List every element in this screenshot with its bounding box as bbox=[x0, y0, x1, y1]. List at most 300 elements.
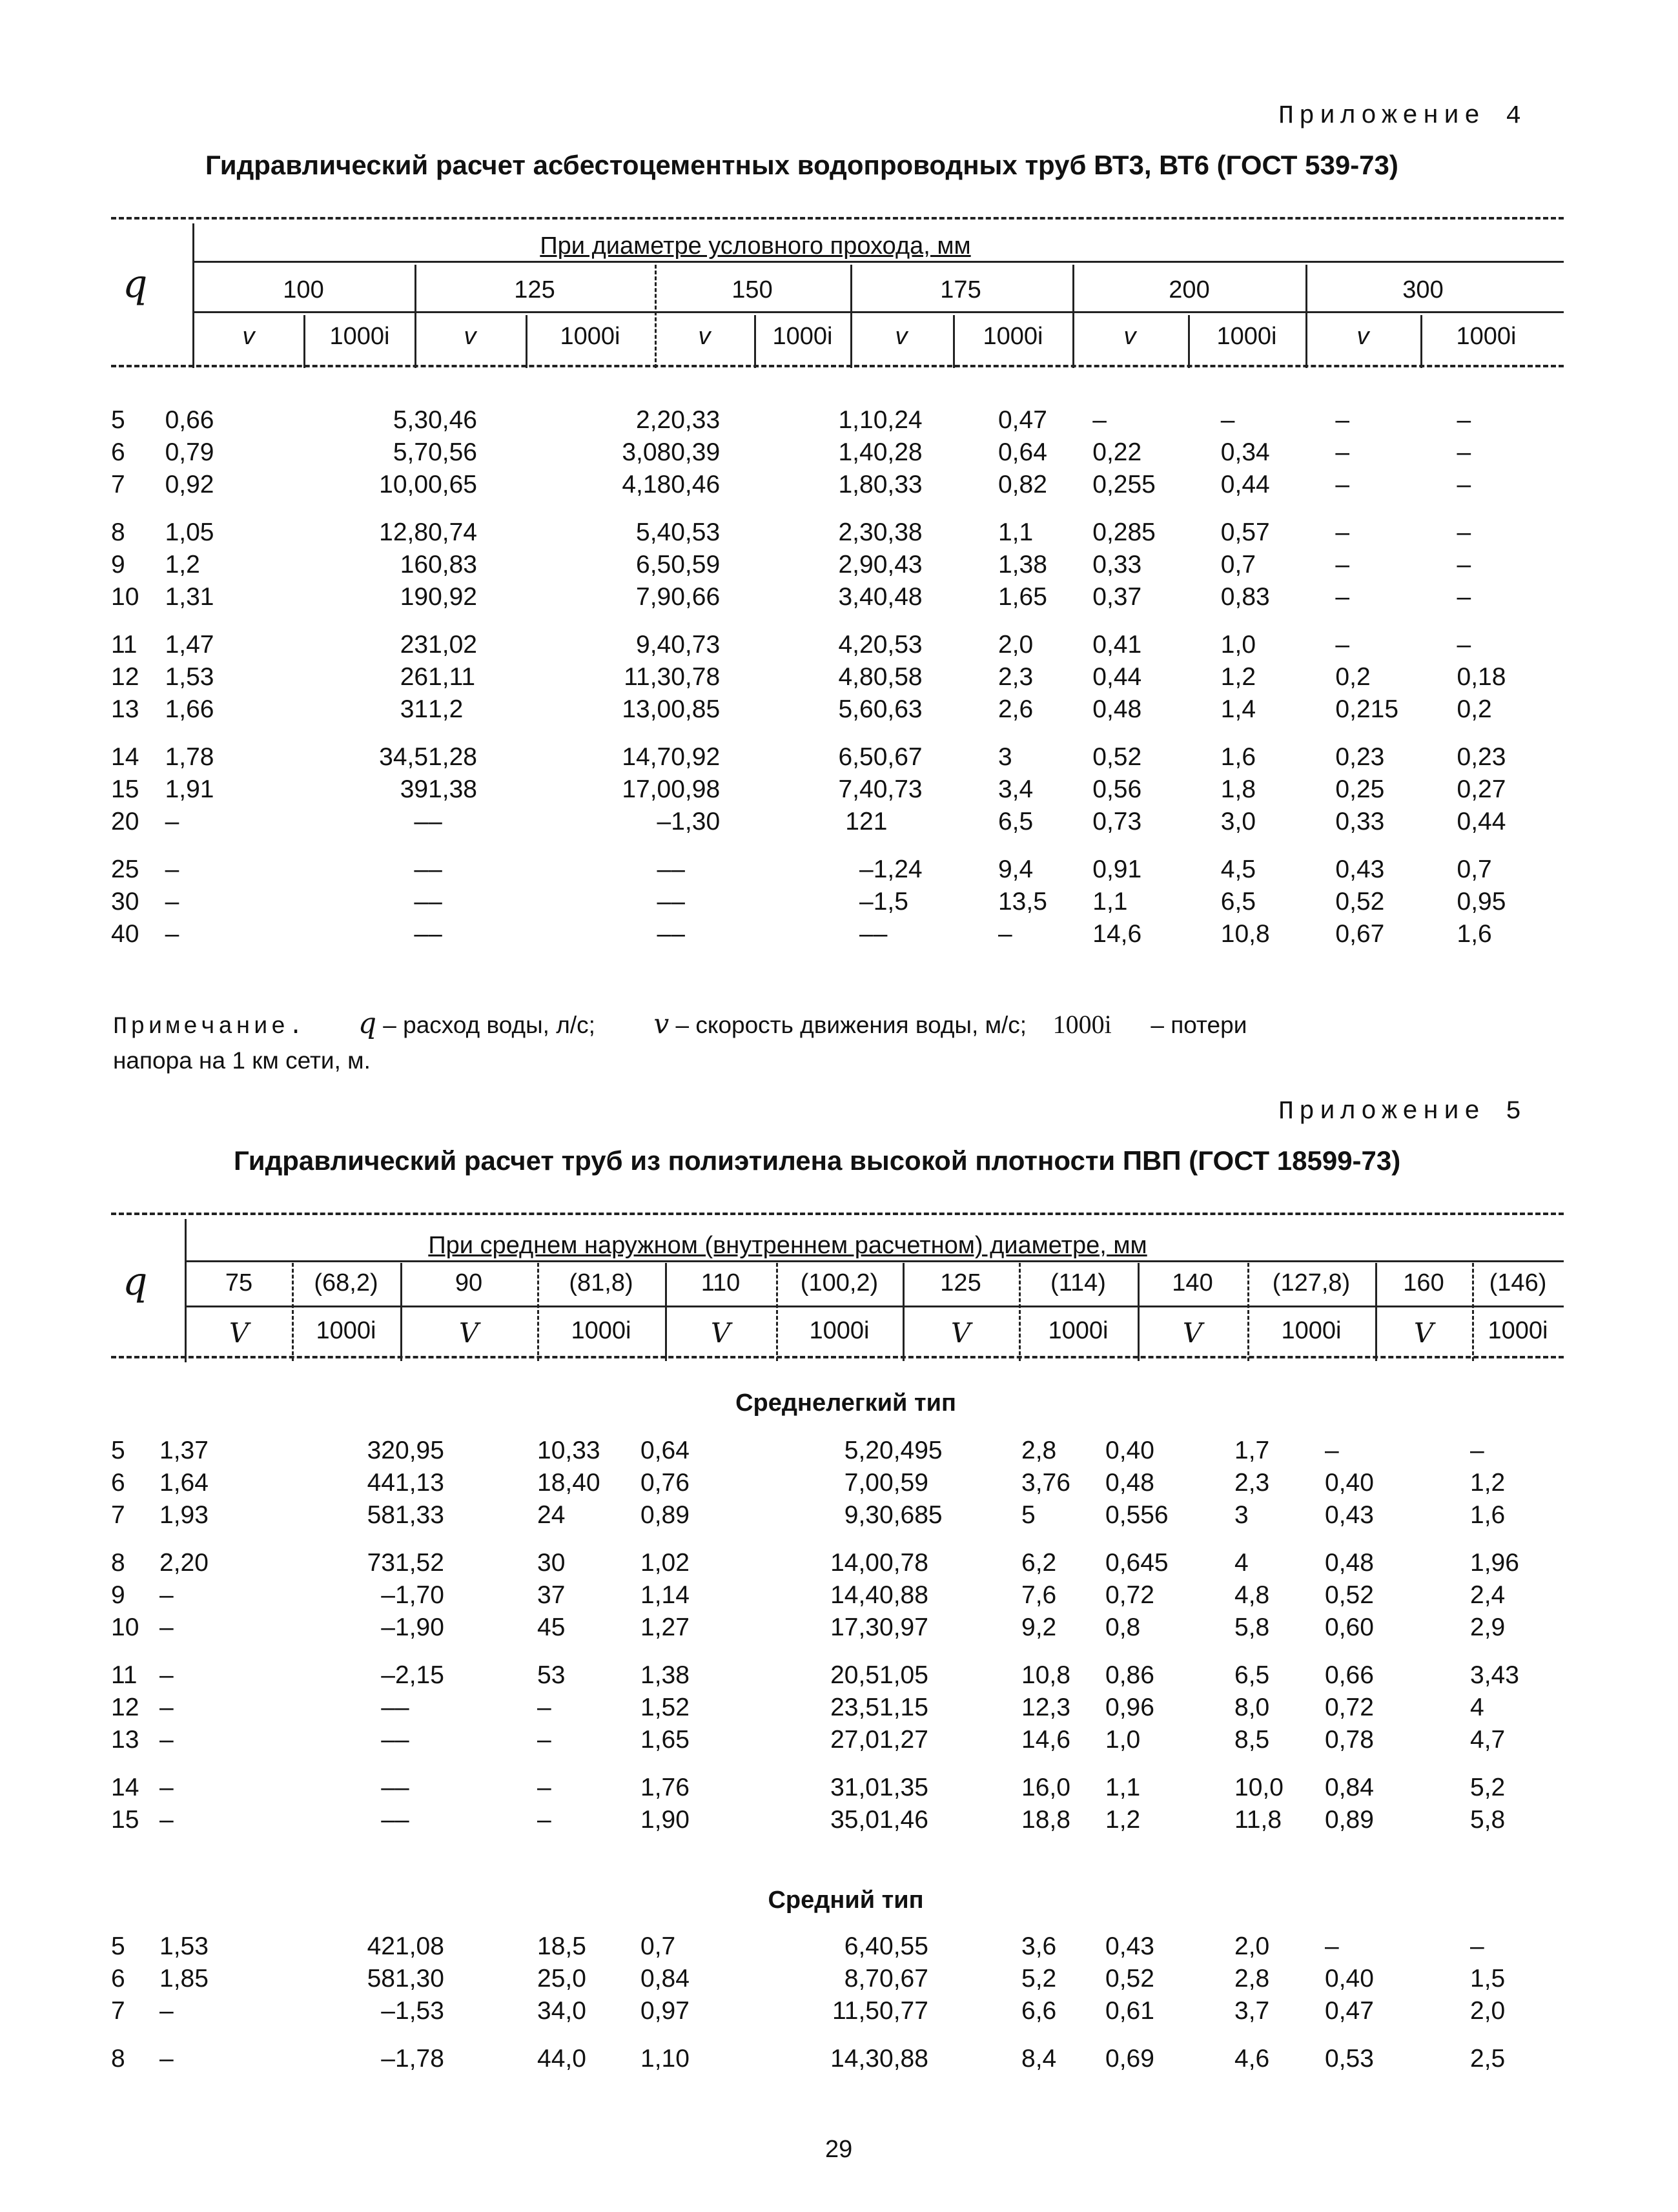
appendix-4-label: Приложение 4 bbox=[1278, 102, 1526, 131]
headloss-cell: 1,2 bbox=[1470, 1469, 1506, 1497]
headloss-cell: – bbox=[414, 888, 429, 916]
table-row bbox=[111, 1930, 1564, 1963]
velocity-cell: 1,27 bbox=[640, 1613, 690, 1641]
headloss-subheader: 1000i bbox=[1488, 1317, 1548, 1344]
subcolumn-divider bbox=[1019, 1263, 1021, 1361]
table-row bbox=[111, 1435, 1564, 1467]
diameter-header: 200 bbox=[1169, 276, 1210, 303]
flow-rate-cell: 7 bbox=[111, 1997, 125, 2025]
velocity-cell: 1,28 bbox=[428, 743, 477, 771]
velocity-cell: – bbox=[428, 808, 442, 835]
headloss-cell: 14,7 bbox=[622, 743, 671, 771]
flow-rate-cell: 5 bbox=[111, 1437, 125, 1464]
headloss-cell: 0,27 bbox=[1457, 775, 1506, 803]
velocity-cell: 1,38 bbox=[428, 775, 477, 803]
headloss-cell: 45 bbox=[537, 1613, 566, 1641]
flow-rate-cell: 6 bbox=[111, 1469, 125, 1497]
headloss-cell: 5,8 bbox=[1470, 1806, 1506, 1834]
velocity-cell: 0,96 bbox=[1105, 1694, 1154, 1721]
row-group-gap bbox=[111, 501, 1538, 517]
velocity-cell: 1,1 bbox=[1105, 1774, 1141, 1801]
diameter-header: (100,2) bbox=[800, 1269, 879, 1296]
velocity-cell: 0,78 bbox=[1325, 1726, 1374, 1754]
velocity-cell: 0,47 bbox=[1325, 1997, 1374, 2025]
q-header: q bbox=[123, 1259, 148, 1304]
note-i-symbol: 1000i bbox=[1052, 1010, 1112, 1039]
headloss-cell: 5 bbox=[1021, 1501, 1036, 1529]
table-row bbox=[111, 1724, 1564, 1756]
row-group-gap-cell bbox=[111, 1756, 1564, 1772]
velocity-cell: – bbox=[395, 1774, 409, 1801]
diameter-header: 300 bbox=[1402, 276, 1444, 303]
velocity-cell: 1,53 bbox=[159, 1932, 209, 1960]
headloss-cell: 8,5 bbox=[1234, 1726, 1270, 1754]
headloss-cell: – bbox=[1457, 518, 1471, 546]
headloss-cell: – bbox=[1470, 1932, 1484, 1960]
velocity-cell: 0,67 bbox=[1335, 920, 1385, 948]
velocity-cell: 1,0 bbox=[1105, 1726, 1141, 1754]
headloss-subheader: 1000i bbox=[809, 1317, 870, 1344]
diameter-group-header: При диаметре условного прохода, мм bbox=[540, 232, 971, 260]
velocity-subheader: V bbox=[1182, 1317, 1203, 1349]
headloss-cell: – bbox=[998, 920, 1012, 948]
headloss-cell: 5,3 bbox=[393, 406, 429, 434]
flow-rate-cell: 5 bbox=[111, 1932, 125, 1960]
table-row bbox=[111, 918, 1538, 950]
note-line-2: напора на 1 км сети, м. bbox=[113, 1047, 371, 1074]
group-divider bbox=[665, 1263, 667, 1361]
velocity-cell: – bbox=[159, 1997, 174, 2025]
velocity-cell: – bbox=[1325, 1437, 1339, 1464]
headloss-cell: 1,1 bbox=[838, 406, 874, 434]
headloss-cell: 11,8 bbox=[1234, 1806, 1282, 1834]
row-group-gap-cell bbox=[111, 501, 1538, 517]
subcolumn-divider bbox=[537, 1263, 539, 1361]
headloss-cell: – bbox=[1457, 631, 1471, 659]
velocity-cell: – bbox=[165, 920, 179, 948]
diameter-header-rule bbox=[192, 311, 1564, 313]
velocity-cell: 1,30 bbox=[671, 808, 721, 835]
table-top-rule bbox=[111, 1213, 1564, 1215]
headloss-cell: 4,5 bbox=[1220, 855, 1256, 883]
velocity-cell: 0,7 bbox=[640, 1932, 676, 1960]
velocity-cell: 0,645 bbox=[1105, 1549, 1169, 1577]
velocity-cell: 1,85 bbox=[159, 1965, 209, 1992]
headloss-cell: 23,5 bbox=[830, 1694, 879, 1721]
headloss-cell: – bbox=[381, 1581, 395, 1609]
headloss-cell: 34,0 bbox=[537, 1997, 586, 2025]
headloss-cell: 0,64 bbox=[998, 438, 1047, 466]
table-row bbox=[111, 1692, 1564, 1724]
velocity-cell: 0,84 bbox=[1325, 1774, 1374, 1801]
headloss-cell: 17,3 bbox=[830, 1613, 879, 1641]
headloss-cell: 1,38 bbox=[998, 551, 1047, 579]
headloss-cell: 0,18 bbox=[1457, 663, 1506, 691]
velocity-cell: 0,86 bbox=[1105, 1661, 1154, 1689]
flow-rate-cell: 8 bbox=[111, 518, 125, 546]
table-header-bottom-rule bbox=[111, 1356, 1564, 1358]
table-row bbox=[111, 517, 1538, 549]
headloss-cell: 20,5 bbox=[830, 1661, 879, 1689]
velocity-cell: 1,52 bbox=[640, 1694, 690, 1721]
diameter-header: (127,8) bbox=[1272, 1269, 1351, 1296]
headloss-cell: 3 bbox=[1234, 1501, 1249, 1529]
velocity-subheader: v bbox=[698, 323, 711, 350]
velocity-cell: 0,495 bbox=[879, 1437, 943, 1464]
headloss-cell: 4,8 bbox=[1234, 1581, 1270, 1609]
note-q-text: – расход воды, л/с; bbox=[383, 1012, 595, 1038]
row-group-gap bbox=[111, 2027, 1564, 2043]
velocity-cell: 0,40 bbox=[1325, 1965, 1374, 1992]
velocity-cell: 0,67 bbox=[879, 1965, 928, 1992]
table-row bbox=[111, 693, 1538, 726]
headloss-cell: 10,0 bbox=[379, 471, 429, 498]
headloss-cell: – bbox=[1457, 583, 1471, 611]
headloss-cell: 1,2 bbox=[1220, 663, 1256, 691]
flow-rate-cell: 6 bbox=[111, 438, 125, 466]
velocity-cell: 0,37 bbox=[1092, 583, 1142, 611]
row-group-gap bbox=[111, 838, 1538, 854]
q-header: q bbox=[123, 261, 148, 307]
velocity-cell: 1,78 bbox=[395, 2045, 444, 2073]
velocity-cell: 1,38 bbox=[640, 1661, 690, 1689]
velocity-cell: 1,37 bbox=[159, 1437, 209, 1464]
headloss-cell: – bbox=[657, 855, 671, 883]
headloss-cell: 4,18 bbox=[622, 471, 671, 498]
velocity-cell: – bbox=[165, 855, 179, 883]
velocity-cell: – bbox=[671, 855, 685, 883]
group-divider bbox=[850, 265, 852, 368]
headloss-cell: 0,7 bbox=[1457, 855, 1492, 883]
headloss-cell: 6,4 bbox=[844, 1932, 879, 1960]
velocity-cell: 1,64 bbox=[159, 1469, 209, 1497]
headloss-cell: 7,6 bbox=[1021, 1581, 1057, 1609]
velocity-cell: 1,91 bbox=[165, 775, 214, 803]
subcolumn-divider bbox=[776, 1263, 778, 1361]
group-divider bbox=[1072, 265, 1074, 368]
velocity-cell: 0,53 bbox=[873, 631, 923, 659]
appendix-4-title: Гидравлический расчет асбестоцементных водопроводных труб ВТ3, ВТ6 (ГОСТ 539-73) bbox=[205, 150, 1398, 180]
headloss-cell: 0,82 bbox=[998, 471, 1047, 498]
headloss-cell: – bbox=[414, 855, 429, 883]
table-row bbox=[111, 436, 1538, 469]
headloss-cell: 34,5 bbox=[379, 743, 429, 771]
headloss-cell: 5,2 bbox=[844, 1437, 879, 1464]
velocity-cell: 1,53 bbox=[165, 663, 214, 691]
table-row bbox=[111, 1659, 1564, 1692]
velocity-cell: 0,59 bbox=[671, 551, 721, 579]
flow-rate-cell: 10 bbox=[111, 583, 139, 611]
flow-rate-cell: 6 bbox=[111, 1965, 125, 1992]
headloss-cell: 11,5 bbox=[832, 1997, 879, 2025]
diameter-group-header: При среднем наружном (внутреннем расчетном) диаметре, мм bbox=[428, 1232, 1147, 1259]
velocity-cell: – bbox=[428, 920, 442, 948]
headloss-cell: – bbox=[381, 1613, 395, 1641]
headloss-cell: – bbox=[1470, 1437, 1484, 1464]
group-divider bbox=[655, 265, 657, 368]
headloss-subheader: 1000i bbox=[1216, 323, 1277, 350]
velocity-cell: 0,556 bbox=[1105, 1501, 1169, 1529]
headloss-cell: 13,0 bbox=[622, 695, 671, 723]
diameter-header: 125 bbox=[940, 1269, 981, 1296]
velocity-cell: 0,77 bbox=[879, 1997, 928, 2025]
headloss-cell: 4,8 bbox=[838, 663, 874, 691]
table-row bbox=[111, 1547, 1564, 1579]
diameter-header: 125 bbox=[514, 276, 555, 303]
velocity-cell: 1,46 bbox=[879, 1806, 928, 1834]
headloss-cell: 6,6 bbox=[1021, 1997, 1057, 2025]
velocity-cell: 1,66 bbox=[165, 695, 214, 723]
velocity-cell: 1 bbox=[873, 808, 888, 835]
velocity-cell: 1,2 bbox=[165, 551, 200, 579]
headloss-cell: – bbox=[859, 920, 874, 948]
headloss-cell: – bbox=[657, 888, 671, 916]
diameter-header: 175 bbox=[940, 276, 981, 303]
table-row bbox=[111, 629, 1538, 661]
velocity-cell: 0,83 bbox=[428, 551, 477, 579]
velocity-cell: 0,8 bbox=[1105, 1613, 1141, 1641]
table-row bbox=[111, 1612, 1564, 1644]
velocity-cell: 0,72 bbox=[1325, 1694, 1374, 1721]
velocity-cell: 0,66 bbox=[1325, 1661, 1374, 1689]
velocity-cell: 0,40 bbox=[1105, 1437, 1154, 1464]
velocity-cell: 1,02 bbox=[640, 1549, 690, 1577]
flow-rate-cell: 11 bbox=[111, 1661, 138, 1689]
headloss-cell: 6,5 bbox=[1220, 888, 1256, 916]
velocity-subheader: V bbox=[950, 1317, 971, 1349]
headloss-cell: – bbox=[537, 1774, 551, 1801]
table-row bbox=[111, 1804, 1564, 1836]
table-row bbox=[111, 469, 1538, 501]
velocity-cell: 0,92 bbox=[428, 583, 477, 611]
headloss-cell: 58 bbox=[367, 1501, 395, 1529]
row-group-gap-cell bbox=[111, 726, 1538, 741]
velocity-cell: 0,39 bbox=[671, 438, 721, 466]
velocity-cell: 0,48 bbox=[1325, 1549, 1374, 1577]
velocity-cell: 0,89 bbox=[1325, 1806, 1374, 1834]
flow-rate-cell: 40 bbox=[111, 920, 139, 948]
velocity-cell: 0,43 bbox=[1105, 1932, 1154, 1960]
velocity-cell: 0,67 bbox=[873, 743, 923, 771]
headloss-cell: – bbox=[1457, 551, 1471, 579]
headloss-cell: 9,2 bbox=[1021, 1613, 1057, 1641]
flow-rate-cell: 14 bbox=[111, 743, 139, 771]
headloss-cell: 2,8 bbox=[1021, 1437, 1057, 1464]
velocity-cell: 0,23 bbox=[1335, 743, 1385, 771]
headloss-cell: 2,9 bbox=[838, 551, 874, 579]
note-v-symbol: v bbox=[653, 1008, 670, 1039]
headloss-cell: 1,4 bbox=[838, 438, 874, 466]
headloss-cell: 3,0 bbox=[1220, 808, 1256, 835]
velocity-cell: 0,84 bbox=[640, 1965, 690, 1992]
headloss-subheader: 1000i bbox=[571, 1317, 631, 1344]
headloss-cell: – bbox=[1457, 471, 1471, 498]
headloss-cell: 9,4 bbox=[636, 631, 671, 659]
velocity-cell: 0,43 bbox=[873, 551, 923, 579]
velocity-cell: – bbox=[165, 808, 179, 835]
velocity-cell: 1,5 bbox=[873, 888, 908, 916]
flow-rate-cell: 12 bbox=[111, 663, 139, 691]
flow-rate-cell: 9 bbox=[111, 1581, 125, 1609]
velocity-cell: 1,10 bbox=[640, 2045, 690, 2073]
velocity-cell: 0,88 bbox=[879, 1581, 928, 1609]
velocity-cell: 1,52 bbox=[395, 1549, 444, 1577]
headloss-cell: – bbox=[859, 888, 874, 916]
velocity-cell: – bbox=[395, 1726, 409, 1754]
headloss-cell: 6,5 bbox=[1234, 1661, 1270, 1689]
subcolumn-divider bbox=[292, 1263, 294, 1361]
headloss-subheader: 1000i bbox=[1456, 323, 1517, 350]
velocity-cell: 0,255 bbox=[1092, 471, 1156, 498]
velocity-cell: 0,69 bbox=[1105, 2045, 1154, 2073]
group-divider bbox=[1305, 265, 1307, 368]
flow-rate-cell: 13 bbox=[111, 1726, 139, 1754]
velocity-cell: 1,65 bbox=[640, 1726, 690, 1754]
headloss-cell: 4,6 bbox=[1234, 2045, 1270, 2073]
velocity-cell: – bbox=[159, 1661, 174, 1689]
appendix-4-note bbox=[113, 1007, 1559, 1078]
velocity-cell: – bbox=[1335, 631, 1350, 659]
velocity-cell: 1,30 bbox=[395, 1965, 444, 1992]
velocity-cell: 0,43 bbox=[1335, 855, 1385, 883]
note-prefix: Примечание. bbox=[113, 1014, 307, 1041]
subcolumn-divider bbox=[1472, 1263, 1474, 1361]
headloss-cell: 5,6 bbox=[838, 695, 874, 723]
headloss-cell: 39 bbox=[400, 775, 429, 803]
velocity-cell: – bbox=[159, 1806, 174, 1834]
headloss-cell: 0,57 bbox=[1220, 518, 1270, 546]
headloss-cell: 2,8 bbox=[1234, 1965, 1270, 1992]
row-group-gap-cell bbox=[111, 1531, 1564, 1547]
headloss-cell: 3 bbox=[998, 743, 1012, 771]
headloss-cell: 3,7 bbox=[1234, 1997, 1270, 2025]
headloss-cell: 42 bbox=[367, 1932, 395, 1960]
headloss-cell: 10,0 bbox=[1234, 1774, 1284, 1801]
velocity-cell: 0,58 bbox=[873, 663, 923, 691]
velocity-cell: 0,48 bbox=[1092, 695, 1142, 723]
headloss-cell: 2,4 bbox=[1470, 1581, 1506, 1609]
headloss-cell: 0,7 bbox=[1220, 551, 1256, 579]
headloss-cell: 0,83 bbox=[1220, 583, 1270, 611]
diameter-header: 75 bbox=[225, 1269, 253, 1296]
table-row bbox=[111, 741, 1538, 773]
velocity-cell: 0,66 bbox=[165, 406, 214, 434]
headloss-cell: 37 bbox=[537, 1581, 566, 1609]
row-group-gap bbox=[111, 1756, 1564, 1772]
headloss-cell: 11,3 bbox=[624, 663, 671, 691]
velocity-cell: 0,59 bbox=[879, 1469, 928, 1497]
velocity-cell: 0,92 bbox=[165, 471, 214, 498]
velocity-cell: 0,33 bbox=[1092, 551, 1142, 579]
headloss-cell: 14,4 bbox=[830, 1581, 879, 1609]
flow-rate-cell: 15 bbox=[111, 775, 139, 803]
velocity-cell: 0,79 bbox=[165, 438, 214, 466]
row-group-gap-cell bbox=[111, 1644, 1564, 1659]
velocity-cell: 0,41 bbox=[1092, 631, 1142, 659]
diameter-header: 160 bbox=[1403, 1269, 1444, 1296]
velocity-cell: – bbox=[1325, 1932, 1339, 1960]
flow-rate-cell: 8 bbox=[111, 1549, 125, 1577]
headloss-cell: 13,5 bbox=[998, 888, 1047, 916]
headloss-cell: 2,2 bbox=[636, 406, 671, 434]
table-row bbox=[111, 773, 1538, 806]
velocity-cell: – bbox=[159, 1581, 174, 1609]
headloss-cell: 2,3 bbox=[998, 663, 1034, 691]
headloss-subheader: 1000i bbox=[983, 323, 1043, 350]
headloss-cell: 4,2 bbox=[838, 631, 874, 659]
headloss-cell: 2,3 bbox=[1234, 1469, 1270, 1497]
note-i-text: – потери bbox=[1151, 1012, 1247, 1038]
row-group-gap bbox=[111, 1531, 1564, 1547]
velocity-cell: 0,685 bbox=[879, 1501, 943, 1529]
group-divider bbox=[414, 265, 416, 368]
velocity-subheader: v bbox=[895, 323, 908, 350]
flow-rate-cell: 13 bbox=[111, 695, 139, 723]
headloss-cell: – bbox=[537, 1726, 551, 1754]
velocity-cell: 2,20 bbox=[159, 1549, 209, 1577]
headloss-cell: – bbox=[381, 2045, 395, 2073]
headloss-cell: 12,3 bbox=[1021, 1694, 1070, 1721]
headloss-cell: – bbox=[381, 1661, 395, 1689]
headloss-cell: 1,4 bbox=[1220, 695, 1256, 723]
headloss-cell: – bbox=[657, 920, 671, 948]
headloss-cell: 6,5 bbox=[838, 743, 874, 771]
headloss-cell: 7,0 bbox=[844, 1469, 879, 1497]
group-divider bbox=[1138, 1263, 1140, 1361]
group-header-rule bbox=[185, 1260, 1564, 1262]
headloss-cell: 58 bbox=[367, 1965, 395, 1992]
velocity-cell: 1,1 bbox=[1092, 888, 1128, 916]
table-row bbox=[111, 1579, 1564, 1612]
section-title-medium: Средний тип bbox=[768, 1887, 924, 1914]
velocity-cell: 0,33 bbox=[873, 471, 923, 498]
velocity-cell: – bbox=[1335, 438, 1350, 466]
row-group-gap-cell bbox=[111, 838, 1538, 854]
headloss-cell: 10,8 bbox=[1021, 1661, 1070, 1689]
table-top-rule bbox=[111, 217, 1564, 220]
velocity-cell: 0,85 bbox=[671, 695, 721, 723]
flow-rate-cell: 25 bbox=[111, 855, 139, 883]
velocity-cell: 1,14 bbox=[640, 1581, 690, 1609]
velocity-cell: 0,215 bbox=[1335, 695, 1399, 723]
appendix-4-data-table bbox=[111, 404, 1538, 950]
headloss-cell: – bbox=[414, 808, 429, 835]
flow-rate-cell: 14 bbox=[111, 1774, 139, 1801]
headloss-cell: 27,0 bbox=[830, 1726, 879, 1754]
diameter-header: 90 bbox=[455, 1269, 483, 1296]
headloss-cell: 2,6 bbox=[998, 695, 1034, 723]
headloss-cell: 9,3 bbox=[844, 1501, 879, 1529]
headloss-cell: – bbox=[1457, 438, 1471, 466]
headloss-subheader: 1000i bbox=[1281, 1317, 1342, 1344]
velocity-cell: 1,70 bbox=[395, 1581, 444, 1609]
headloss-cell: 4 bbox=[1234, 1549, 1249, 1577]
velocity-cell: 1,47 bbox=[165, 631, 214, 659]
velocity-cell: 1,08 bbox=[395, 1932, 444, 1960]
headloss-cell: 1,8 bbox=[838, 471, 874, 498]
appendix-5-title: Гидравлический расчет труб из полиэтилена высокой плотности ПВП (ГОСТ 18599-73) bbox=[234, 1145, 1401, 1176]
headloss-cell: 1,0 bbox=[1220, 631, 1256, 659]
headloss-cell: 53 bbox=[537, 1661, 566, 1689]
velocity-cell: 1,76 bbox=[640, 1774, 690, 1801]
row-group-gap bbox=[111, 1644, 1564, 1659]
appendix-5-label: Приложение 5 bbox=[1278, 1098, 1526, 1127]
velocity-cell: – bbox=[159, 1774, 174, 1801]
headloss-cell: – bbox=[381, 1997, 395, 2025]
velocity-cell: 0,76 bbox=[640, 1469, 690, 1497]
velocity-cell: 1,78 bbox=[165, 743, 214, 771]
velocity-cell: 0,46 bbox=[428, 406, 477, 434]
